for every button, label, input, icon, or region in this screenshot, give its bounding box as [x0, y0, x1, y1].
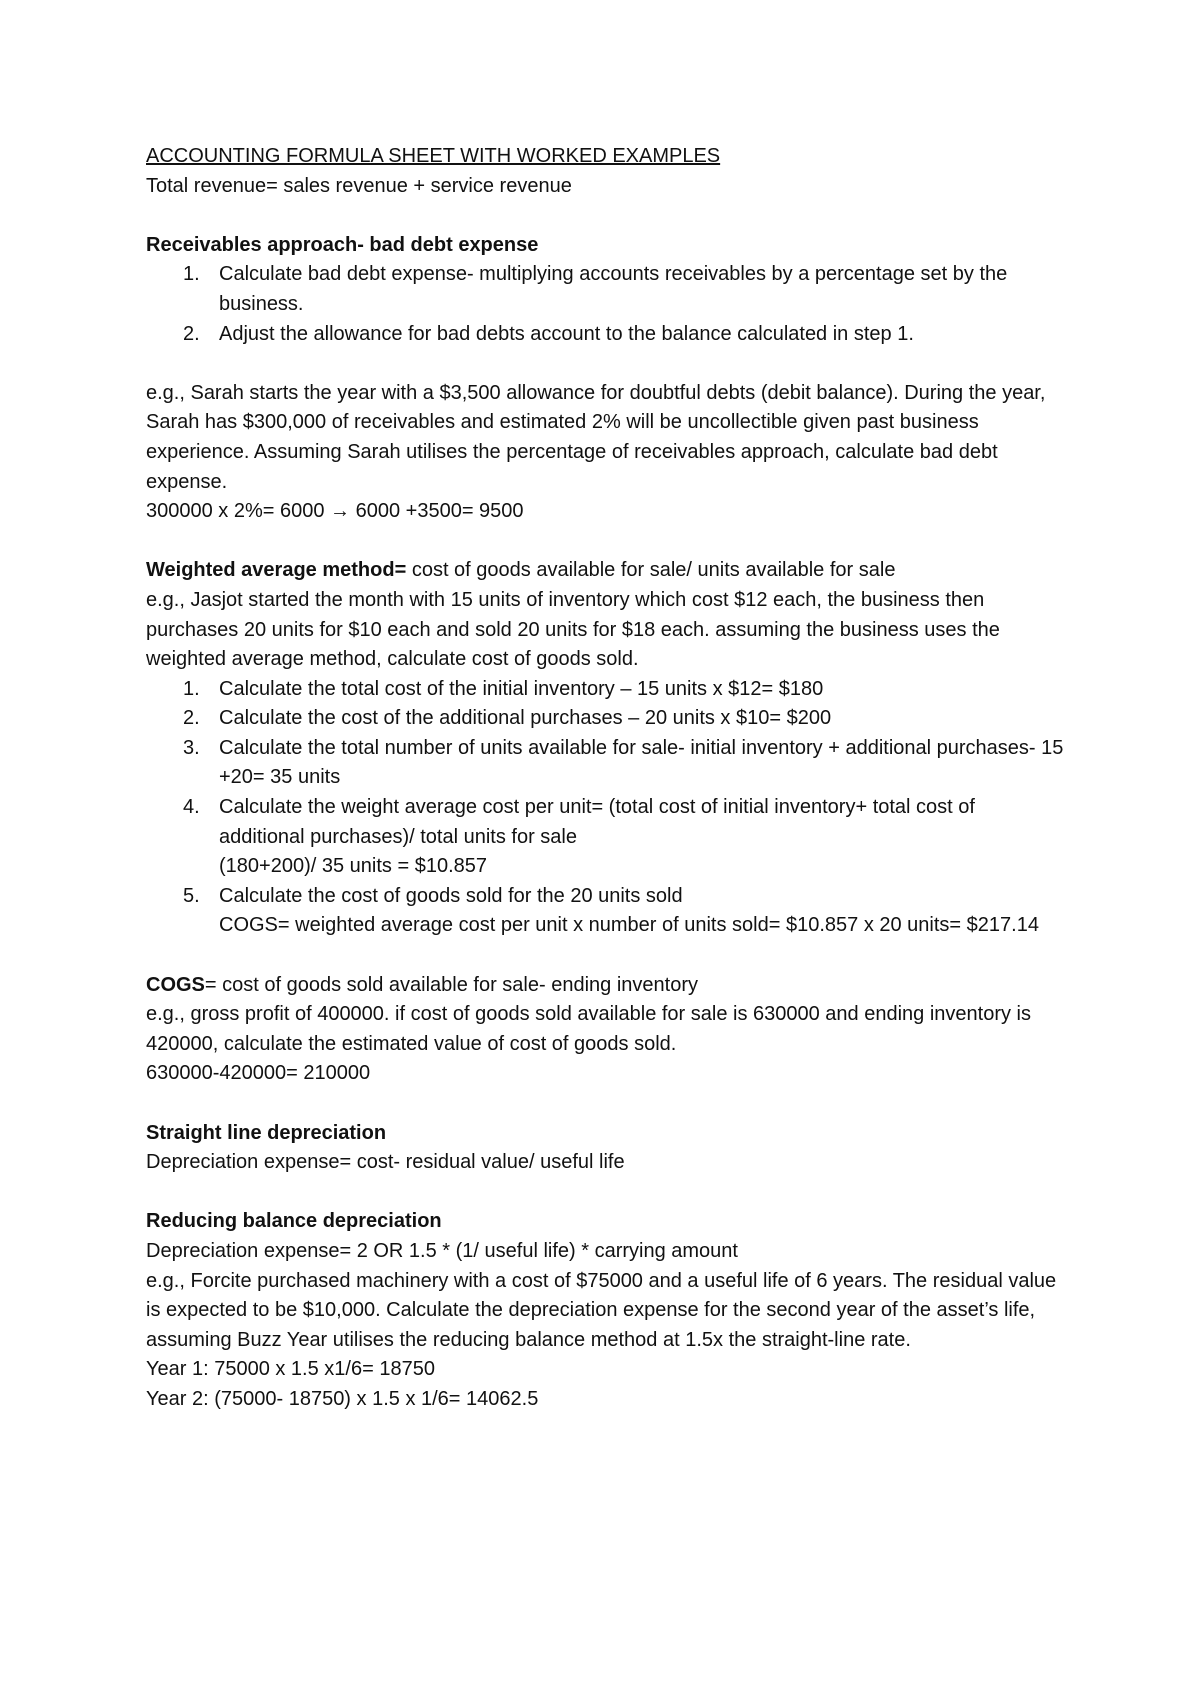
straight-line-heading: Straight line depreciation	[146, 1121, 387, 1144]
weighted-average-steps	[146, 675, 1066, 941]
reducing-balance-heading: Reducing balance depreciation	[146, 1210, 442, 1233]
straight-line-section	[146, 1119, 1066, 1178]
weighted-average-section	[146, 556, 1066, 941]
document-body	[146, 142, 1066, 1415]
receivables-heading: Receivables approach- bad debt expense	[146, 233, 539, 256]
list-item: 2. Adjust the allowance for bad debts account to the balance calculated in step 1.	[183, 322, 914, 345]
receivables-steps	[146, 260, 1066, 349]
list-item: 4. Calculate the weight average cost per unit= (total cost of initial inventory+ total cost of additional purchases)/ total units for sale (180+200)/ 35 units = $10.857	[146, 793, 1066, 882]
list-item: 2. Calculate the cost of the additional purchases – 20 units x $10= $200	[183, 707, 832, 730]
total-revenue-formula: Total revenue= sales revenue + service revenue	[146, 174, 572, 197]
receivables-section	[146, 231, 1066, 527]
receivables-calculation: 300000 x 2%= 6000 → 6000 +3500= 9500	[146, 500, 524, 523]
step5-calculation: COGS= weighted average cost per unit x number of units sold= $10.857 x 20 units= $217.14	[219, 914, 1039, 937]
cogs-formula: COGS= cost of goods sold available for sale- ending inventory	[146, 973, 698, 996]
straight-line-formula: Depreciation expense= cost- residual value/ useful life	[146, 1151, 625, 1174]
reducing-balance-year2: Year 2: (75000- 18750) x 1.5 x 1/6= 14062.5	[146, 1387, 539, 1410]
receivables-example: e.g., Sarah starts the year with a $3,500 allowance for doubtful debts (debit balance). During the year, Sarah has $300,000 of receivables and estimated 2% will be uncollectible given past business experience. Assuming Sarah utilises the percentage of receivables approach, calculate bad debt expense.	[146, 381, 1046, 493]
step4-calculation: (180+200)/ 35 units = $10.857	[219, 855, 487, 878]
reducing-balance-year1: Year 1: 75000 x 1.5 x1/6= 18750	[146, 1358, 435, 1381]
cogs-calculation: 630000-420000= 210000	[146, 1062, 371, 1085]
cogs-example: e.g., gross profit of 400000. if cost of goods sold available for sale is 630000 and ending inventory is 420000, calculate the estimated value of cost of goods sold.	[146, 1003, 1031, 1055]
cogs-section	[146, 971, 1066, 1089]
reducing-balance-formula: Depreciation expense= 2 OR 1.5 * (1/ useful life) * carrying amount	[146, 1239, 738, 1262]
list-item: 3. Calculate the total number of units available for sale- initial inventory + additional purchases- 15 +20= 35 units	[183, 736, 1064, 789]
weighted-average-example: e.g., Jasjot started the month with 15 units of inventory which cost $12 each, the business then purchases 20 units for $10 each and sold 20 units for $18 each. assuming the business uses the weighted average method, calculate cost of goods sold.	[146, 588, 1000, 671]
page-title: ACCOUNTING FORMULA SHEET WITH WORKED EXAMPLES	[146, 145, 721, 167]
reducing-balance-example: e.g., Forcite purchased machinery with a cost of $75000 and a useful life of 6 years. The residual value is expected to be $10,000. Calculate the depreciation expense for the second year of the asset’s life, assuming Buzz Year utilises the reducing balance method at 1.5x the straight-line rate.	[146, 1269, 1057, 1351]
weighted-average-formula: Weighted average method= cost of goods available for sale/ units available for sale	[146, 559, 896, 582]
list-item: 1. Calculate bad debt expense- multiplying accounts receivables by a percentage set by the business.	[183, 263, 1008, 315]
arrow-right-icon: →	[330, 500, 351, 523]
list-item: 1. Calculate the total cost of the initial inventory – 15 units x $12= $180	[183, 677, 824, 700]
list-item: 5. Calculate the cost of goods sold for the 20 units sold COGS= weighted average cost per unit x number of units sold= $10.857 x 20 units= $217.14	[146, 882, 1066, 941]
reducing-balance-section	[146, 1207, 1066, 1414]
